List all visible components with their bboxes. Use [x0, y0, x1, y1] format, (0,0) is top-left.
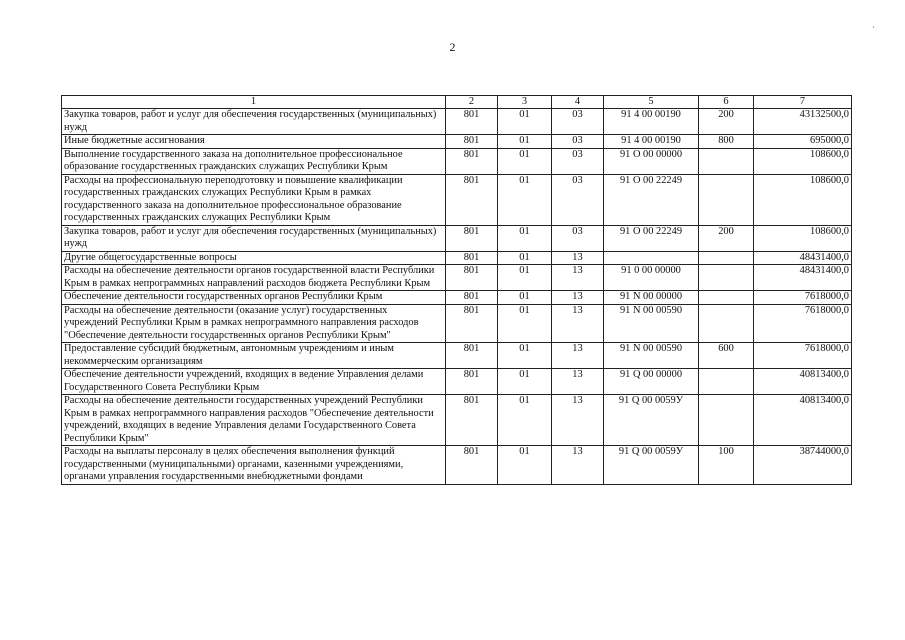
- row-amount-cell: 48431400,0: [754, 265, 852, 291]
- row-target-cell: 91 Q 00 0059У: [604, 395, 699, 446]
- row-name-cell: Расходы на обеспечение деятельности (оказание услуг) государственных учреждений Республики Крым в рамках непрограммного направления расходов "Обеспечение деятельности государственных органов Республики Крым": [62, 304, 446, 343]
- row-code-cell: 801: [446, 304, 498, 343]
- row-code-cell: 801: [446, 135, 498, 149]
- row-kind-cell: 200: [699, 109, 754, 135]
- row-code-cell: 801: [446, 148, 498, 174]
- table-row: [62, 109, 852, 135]
- row-amount-cell: 48431400,0: [754, 251, 852, 265]
- row-section-cell: 01: [498, 174, 552, 225]
- row-subsection-cell: 13: [552, 369, 604, 395]
- row-target-cell: 91 О 00 00000: [604, 148, 699, 174]
- row-amount-cell: 7618000,0: [754, 343, 852, 369]
- budget-table: [61, 95, 852, 485]
- table-row: [62, 369, 852, 395]
- row-subsection-cell: 13: [552, 343, 604, 369]
- row-section-cell: 01: [498, 251, 552, 265]
- table-row: [62, 395, 852, 446]
- row-target-cell: [604, 251, 699, 265]
- row-section-cell: 01: [498, 291, 552, 305]
- header-cell-4: 4: [552, 96, 604, 109]
- row-target-cell: 91 Q 00 0059У: [604, 446, 699, 485]
- row-kind-cell: 100: [699, 446, 754, 485]
- row-section-cell: 01: [498, 148, 552, 174]
- row-section-cell: 01: [498, 446, 552, 485]
- row-kind-cell: 800: [699, 135, 754, 149]
- table-row: [62, 174, 852, 225]
- row-subsection-cell: 13: [552, 395, 604, 446]
- row-subsection-cell: 13: [552, 251, 604, 265]
- table-body: [62, 109, 852, 485]
- table-row: [62, 265, 852, 291]
- table-row: [62, 148, 852, 174]
- row-code-cell: 801: [446, 369, 498, 395]
- header-cell-3: 3: [498, 96, 552, 109]
- row-subsection-cell: 13: [552, 291, 604, 305]
- row-subsection-cell: 03: [552, 148, 604, 174]
- row-section-cell: 01: [498, 343, 552, 369]
- table-row: [62, 225, 852, 251]
- row-amount-cell: 695000,0: [754, 135, 852, 149]
- row-target-cell: 91 4 00 00190: [604, 109, 699, 135]
- row-section-cell: 01: [498, 369, 552, 395]
- row-kind-cell: [699, 251, 754, 265]
- row-name-cell: Расходы на обеспечение деятельности государственных учреждений Республики Крым в рамках непрограммного направления расходов "Обеспечение деятельности учреждений, входящих в ведение Управления делами Государственного Совета Республики Крым": [62, 395, 446, 446]
- row-section-cell: 01: [498, 109, 552, 135]
- header-cell-7: 7: [754, 96, 852, 109]
- row-name-cell: Обеспечение деятельности учреждений, входящих в ведение Управления делами Государственного Совета Республики Крым: [62, 369, 446, 395]
- row-amount-cell: 40813400,0: [754, 369, 852, 395]
- row-subsection-cell: 13: [552, 265, 604, 291]
- row-name-cell: Обеспечение деятельности государственных органов Республики Крым: [62, 291, 446, 305]
- row-amount-cell: 43132500,0: [754, 109, 852, 135]
- row-amount-cell: 38744000,0: [754, 446, 852, 485]
- row-amount-cell: 108600,0: [754, 148, 852, 174]
- row-target-cell: 91 N 00 00590: [604, 343, 699, 369]
- header-cell-5: 5: [604, 96, 699, 109]
- row-subsection-cell: 03: [552, 174, 604, 225]
- row-amount-cell: 7618000,0: [754, 304, 852, 343]
- table-row: [62, 343, 852, 369]
- row-target-cell: 91 0 00 00000: [604, 265, 699, 291]
- row-code-cell: 801: [446, 291, 498, 305]
- row-amount-cell: 108600,0: [754, 174, 852, 225]
- row-code-cell: 801: [446, 395, 498, 446]
- header-cell-6: 6: [699, 96, 754, 109]
- row-kind-cell: 200: [699, 225, 754, 251]
- row-section-cell: 01: [498, 135, 552, 149]
- row-name-cell: Расходы на обеспечение деятельности органов государственной власти Республики Крым в рамках непрограммных направлений расходов бюджета Республики Крым: [62, 265, 446, 291]
- row-code-cell: 801: [446, 109, 498, 135]
- row-name-cell: Предоставление субсидий бюджетным, автономным учреждениям и иным некоммерческим организациям: [62, 343, 446, 369]
- row-kind-cell: [699, 291, 754, 305]
- row-name-cell: Закупка товаров, работ и услуг для обеспечения государственных (муниципальных) нужд: [62, 225, 446, 251]
- row-amount-cell: 7618000,0: [754, 291, 852, 305]
- row-code-cell: 801: [446, 343, 498, 369]
- row-target-cell: 91 О 00 22249: [604, 174, 699, 225]
- row-name-cell: Выполнение государственного заказа на дополнительное профессиональное образование государственных гражданских служащих Республики Крым: [62, 148, 446, 174]
- row-code-cell: 801: [446, 265, 498, 291]
- table-row: [62, 304, 852, 343]
- page-number: 2: [449, 40, 456, 54]
- row-subsection-cell: 03: [552, 225, 604, 251]
- row-name-cell: Расходы на выплаты персоналу в целях обеспечения выполнения функций государственными (муниципальными) органами, казенными учреждениями, органами управления государственными внебюджетными фондами: [62, 446, 446, 485]
- row-kind-cell: [699, 148, 754, 174]
- row-section-cell: 01: [498, 225, 552, 251]
- row-code-cell: 801: [446, 251, 498, 265]
- row-kind-cell: [699, 304, 754, 343]
- row-kind-cell: 600: [699, 343, 754, 369]
- row-target-cell: 91 О 00 22249: [604, 225, 699, 251]
- table-row: [62, 446, 852, 485]
- row-section-cell: 01: [498, 265, 552, 291]
- row-subsection-cell: 03: [552, 135, 604, 149]
- row-target-cell: 91 4 00 00190: [604, 135, 699, 149]
- header-row: [62, 96, 852, 109]
- row-target-cell: 91 Q 00 00000: [604, 369, 699, 395]
- row-target-cell: 91 N 00 00000: [604, 291, 699, 305]
- row-section-cell: 01: [498, 304, 552, 343]
- row-subsection-cell: 13: [552, 304, 604, 343]
- header-cell-1: 1: [62, 96, 446, 109]
- row-subsection-cell: 13: [552, 446, 604, 485]
- table-row: [62, 291, 852, 305]
- row-code-cell: 801: [446, 446, 498, 485]
- row-name-cell: Закупка товаров, работ и услуг для обеспечения государственных (муниципальных) нужд: [62, 109, 446, 135]
- row-name-cell: Другие общегосударственные вопросы: [62, 251, 446, 265]
- row-name-cell: Иные бюджетные ассигнования: [62, 135, 446, 149]
- row-target-cell: 91 N 00 00590: [604, 304, 699, 343]
- corner-mark: ·: [872, 22, 875, 32]
- row-kind-cell: [699, 395, 754, 446]
- row-code-cell: 801: [446, 174, 498, 225]
- row-kind-cell: [699, 369, 754, 395]
- row-amount-cell: 40813400,0: [754, 395, 852, 446]
- row-section-cell: 01: [498, 395, 552, 446]
- row-kind-cell: [699, 265, 754, 291]
- row-amount-cell: 108600,0: [754, 225, 852, 251]
- header-cell-2: 2: [446, 96, 498, 109]
- table-row: [62, 135, 852, 149]
- table-row: [62, 251, 852, 265]
- row-code-cell: 801: [446, 225, 498, 251]
- row-name-cell: Расходы на профессиональную переподготовку и повышение квалификации государственных гражданских служащих Республики Крым в рамках государственного заказа на дополнительное профессиональное образование государственных гражданских служащих Республики Крым: [62, 174, 446, 225]
- row-subsection-cell: 03: [552, 109, 604, 135]
- row-kind-cell: [699, 174, 754, 225]
